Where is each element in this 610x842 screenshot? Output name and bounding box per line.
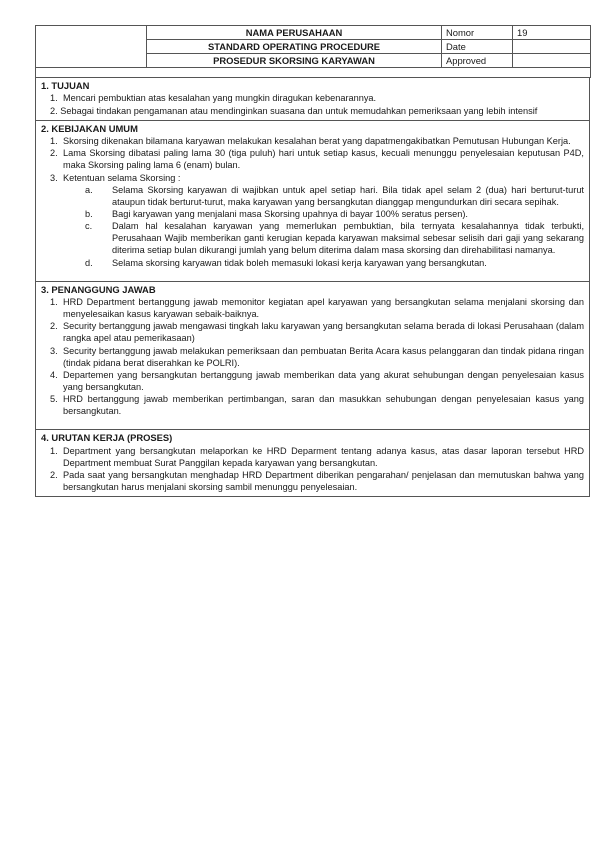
list-item: 3. Security bertanggung jawab melakukan pemeriksaan dan pembuatan Berita Acara kasus pelanggaran dan tindak pidana ringan (tindak pidana berat diserahkan ke POLRI). [50,345,584,368]
section-title: 2. KEBIJAKAN UMUM [41,122,138,134]
section-title: 3. PENANGGUNG JAWAB [41,283,156,295]
label-nomor: Nomor [442,26,513,40]
label-date: Date [442,40,513,54]
sub-list-item: d. Selama skorsing karyawan tidak boleh memasuki lokasi kerja karyawan yang bersangkutan. [85,257,487,268]
list-item: 2. Lama Skorsing dibatasi paling lama 30 (tiga puluh) hari untuk setiap kasus, kecuali menunggu penyelesaian keputusan P4D, maka Skorsing paling lama 6 (enam) bulan. [50,148,584,171]
list-item: 1. Skorsing dikenakan bilamana karyawan melakukan kesalahan berat yang dapatmengakibatkan Pemutusan Hubungan Kerja. [50,136,571,147]
company-name: NAMA PERUSAHAAN [147,26,442,40]
section-urutan-kerja [35,430,590,497]
sub-list-item: a. Selama Skorsing karyawan di wajibkan untuk apel setiap hari. Bila tidak apel selam 2 (dua) hari berturut-turut ataupun tidak berturut-turut, maka karyawan yang bersangkutan dianggap mengundurkan diri secara sepihak. [85,184,584,207]
list-item: 1. Department yang bersangkutan melaporkan ke HRD Deparment tentang adanya kasus, atas dasar laporan tersebut HRD Department membuat Surat Panggilan kepada karyawan yang bersangkutan. [50,445,584,468]
header-spacer [36,68,591,78]
section-title: 1. TUJUAN [41,80,90,91]
list-item: 5. HRD bertanggung jawab memberikan pertimbangan, saran dan masukkan sehubungan dengan penyelesaian kasus yang bersangkutan. [50,394,584,417]
section-tujuan [35,78,590,121]
value-date [513,40,591,54]
procedure-title: PROSEDUR SKORSING KARYAWAN [147,54,442,68]
section-kebijakan-umum [35,121,590,282]
sop-document [35,25,590,497]
list-item: 1. HRD Department bertanggung jawab memonitor kegiatan apel karyawan yang bersangkutan selama menjalani skorsing dan menyelesaikan kasus karyawan sebaik-baiknya. [50,297,584,320]
list-item: 2. Pada saat yang bersangkutan menghadap HRD Department diberikan pengarahan/ penjelasan dan memutuskan bahwa yang bersangkutan harus menjalani skorsing sambil menunggu penyelesaian. [50,470,584,493]
section-title: 4. URUTAN KERJA (PROSES) [41,432,173,444]
list-item: 2. Security bertanggung jawab mengawasi tingkah laku karyawan yang bersangkutan selama berada di lokasi Perusahaan (dalam rangka apel atau pemerikasaan) [50,321,584,344]
section-penanggung-jawab [35,282,590,431]
sub-list-item: c. Dalam hal kesalahan karyawan yang memerlukan pembuktian, bila ternyata kesalahannya tidak terbukti, Perusahaan Wajib memberikan ganti kerugian kepada karyawan maksimal sebesar selisih dari gaji yang sekarang diterima setiap bulan dikurangi jumlah yang belum diterima dalam masa skorsing dan direhabilitasi namanya. [85,221,584,256]
header-table [35,25,591,78]
sop-title: STANDARD OPERATING PROCEDURE [147,40,442,54]
value-nomor: 19 [513,26,591,40]
logo-cell [36,26,147,68]
label-approved: Approved [442,54,513,68]
list-item: 2. Sebagai tindakan pengamanan atau mendinginkan suasana dan untuk memudahkan pemeriksaan yang lebih intensif [50,105,538,116]
list-item: 1. Mencari pembuktian atas kesalahan yang mungkin diragukan kebenarannya. [50,93,377,104]
list-item: 4. Departemen yang bersangkutan bertanggung jawab memberikan data yang akurat sehubungan dengan penyelesaian kasus yang bersangkutan. [50,369,584,393]
value-approved [513,54,591,68]
sub-list-item: b. Bagi karyawan yang menjalani masa Skorsing upahnya di bayar 100% seratus persen). [85,208,468,219]
list-item: 3. Ketentuan selama Skorsing : [50,172,181,183]
